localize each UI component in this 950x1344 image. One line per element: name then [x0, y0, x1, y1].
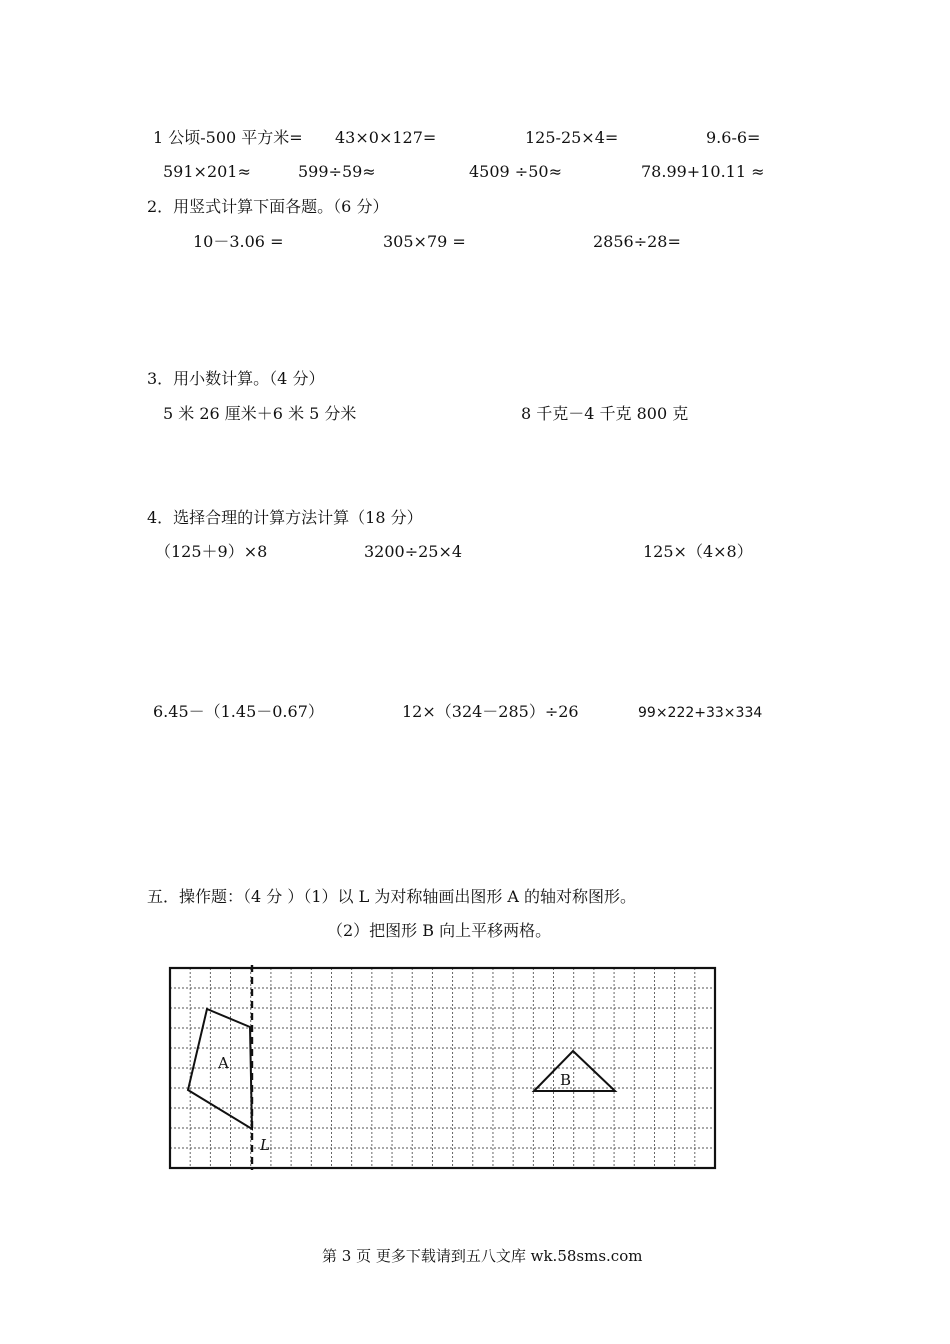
oral-calc-3: 125-25×4= — [525, 128, 619, 147]
q5-title: 五．操作题：（4 分 ）（1）以 L 为对称轴画出图形 A 的轴对称图形。 — [147, 887, 637, 906]
q3-item-1: 5 米 26 厘米＋6 米 5 分米 — [163, 404, 357, 423]
oral-calc-1: 1 公顷-500 平方米= — [153, 128, 303, 147]
estimate-2: 599÷59≈ — [298, 162, 376, 181]
q4-title: 4．选择合理的计算方法计算（18 分） — [147, 508, 423, 527]
estimate-1: 591×201≈ — [163, 162, 251, 181]
q2-item-3: 2856÷28= — [593, 232, 681, 251]
q4-item-4: 6.45－（1.45－0.67） — [153, 702, 324, 721]
q3-item-2: 8 千克－4 千克 800 克 — [521, 404, 689, 423]
q5-sub: （2）把图形 B 向上平移两格。 — [327, 921, 552, 940]
estimate-4: 78.99+10.11 ≈ — [641, 162, 765, 181]
q4-item-3: 125×（4×8） — [643, 542, 753, 561]
label-a: A — [218, 1054, 229, 1072]
q4-item-2: 3200÷25×4 — [364, 542, 463, 561]
q4-item-1: （125＋9）×8 — [155, 542, 268, 561]
page-footer: 第 3 页 更多下载请到五八文库 wk.58sms.com — [322, 1247, 643, 1265]
q4-item-5: 12×（324－285）÷26 — [402, 702, 579, 721]
q4-item-6: 99×222+33×334 — [638, 705, 763, 721]
oral-calc-4: 9.6-6= — [706, 128, 761, 147]
q3-title: 3．用小数计算。（4 分） — [147, 369, 325, 388]
q2-item-2: 305×79 = — [383, 232, 466, 251]
oral-calc-2: 43×0×127= — [335, 128, 437, 147]
label-axis: L — [260, 1136, 270, 1154]
label-b: B — [560, 1071, 572, 1089]
estimate-3: 4509 ÷50≈ — [469, 162, 562, 181]
q2-item-1: 10－3.06 = — [193, 232, 284, 251]
grid-figure — [160, 960, 730, 1175]
shape-b — [534, 1051, 615, 1091]
q2-title: 2．用竖式计算下面各题。（6 分） — [147, 197, 389, 216]
